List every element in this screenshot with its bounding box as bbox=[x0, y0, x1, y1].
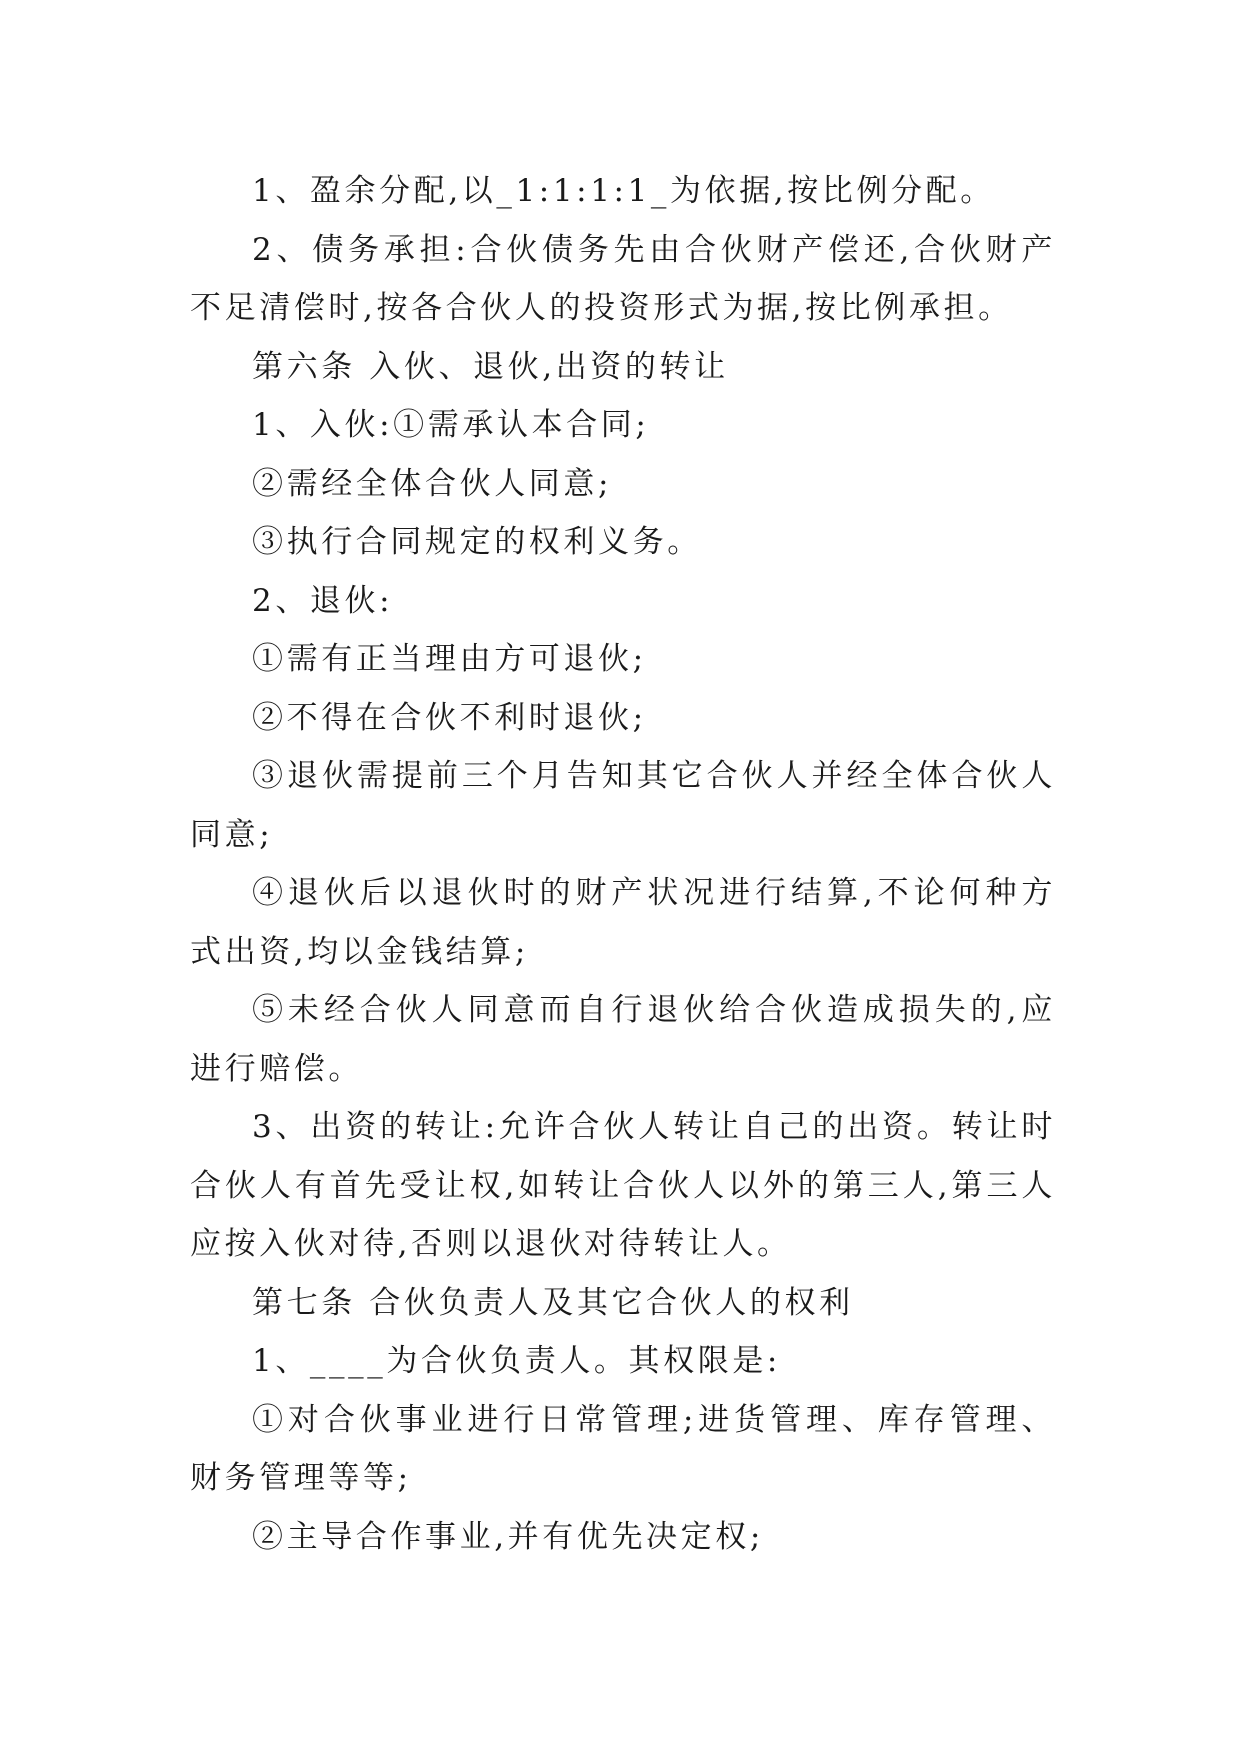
paragraph-withdrawal-item-4: ④退伙后以退伙时的财产状况进行结算,不论何种方式出资,均以金钱结算; bbox=[190, 875, 1056, 970]
paragraph-profit-distribution: 1、盈余分配,以_1:1:1:1_为依据,按比例分配。 bbox=[252, 173, 995, 209]
paragraph-debt-liability: 2、债务承担:合伙债务先由合伙财产偿还,合伙财产不足清偿时,按各合伙人的投资形式为据,按比例承担。 bbox=[190, 231, 1056, 326]
article-six-heading: 第六条 入伙、退伙,出资的转让 bbox=[252, 348, 729, 385]
article-seven-heading: 第七条 合伙负责人及其它合伙人的权利 bbox=[252, 1284, 854, 1321]
paragraph-capital-transfer: 3、出资的转让:允许合伙人转让自己的出资。转让时合伙人有首先受让权,如转让合伙人以外的第三人,第三人应按入伙对待,否则以退伙对待转让人。 bbox=[190, 1109, 1056, 1262]
paragraph-withdrawal: 2、退伙: bbox=[252, 582, 394, 619]
paragraph-withdrawal-item-1: ①需有正当理由方可退伙; bbox=[252, 641, 647, 677]
paragraph-partner-in-charge: 1、____为合伙负责人。其权限是: bbox=[252, 1343, 781, 1379]
paragraph-authority-item-1: ①对合伙事业进行日常管理;进货管理、库存管理、财务管理等等; bbox=[190, 1401, 1056, 1496]
paragraph-joining-item-2: ②需经全体合伙人同意; bbox=[252, 465, 613, 502]
document-body bbox=[190, 162, 1056, 1566]
paragraph-withdrawal-item-2: ②不得在合伙不利时退伙; bbox=[252, 699, 647, 736]
paragraph-joining-item-3: ③执行合同规定的权利义务。 bbox=[252, 524, 702, 560]
paragraph-authority-item-2: ②主导合作事业,并有优先决定权; bbox=[252, 1518, 764, 1555]
paragraph-joining: 1、入伙:①需承认本合同; bbox=[252, 407, 650, 443]
paragraph-withdrawal-item-5: ⑤未经合伙人同意而自行退伙给合伙造成损失的,应进行赔偿。 bbox=[190, 992, 1056, 1087]
paragraph-withdrawal-item-3: ③退伙需提前三个月告知其它合伙人并经全体合伙人同意; bbox=[190, 758, 1056, 853]
